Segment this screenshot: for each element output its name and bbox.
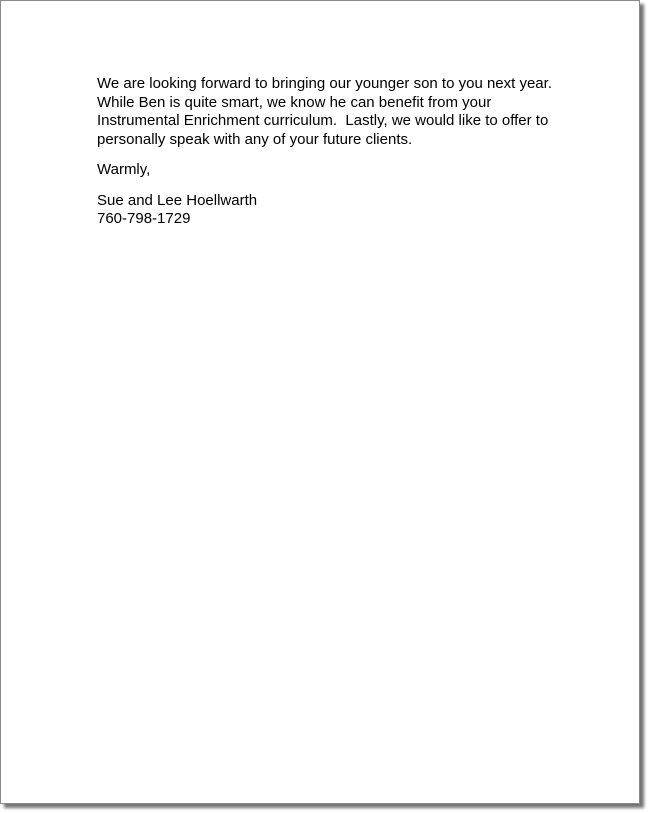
paragraph-line-4: personally speak with any of your future clients. <box>97 130 413 148</box>
letter-paragraph <box>97 75 597 149</box>
letter-closing: Warmly, <box>97 161 151 178</box>
paragraph-line-2: While Ben is quite smart, we know he can benefit from your <box>97 93 492 111</box>
spacer <box>97 180 597 192</box>
letter-body <box>97 75 597 229</box>
phone-number: 760-798-1729 <box>97 210 191 227</box>
paragraph-line-1: We are looking forward to bringing our younger son to you next year. <box>97 75 552 92</box>
spacer <box>97 149 597 161</box>
signature-name: Sue and Lee Hoellwarth <box>97 191 258 209</box>
paragraph-line-3: Instrumental Enrichment curriculum. Lastly, we would like to offer to <box>97 112 549 129</box>
